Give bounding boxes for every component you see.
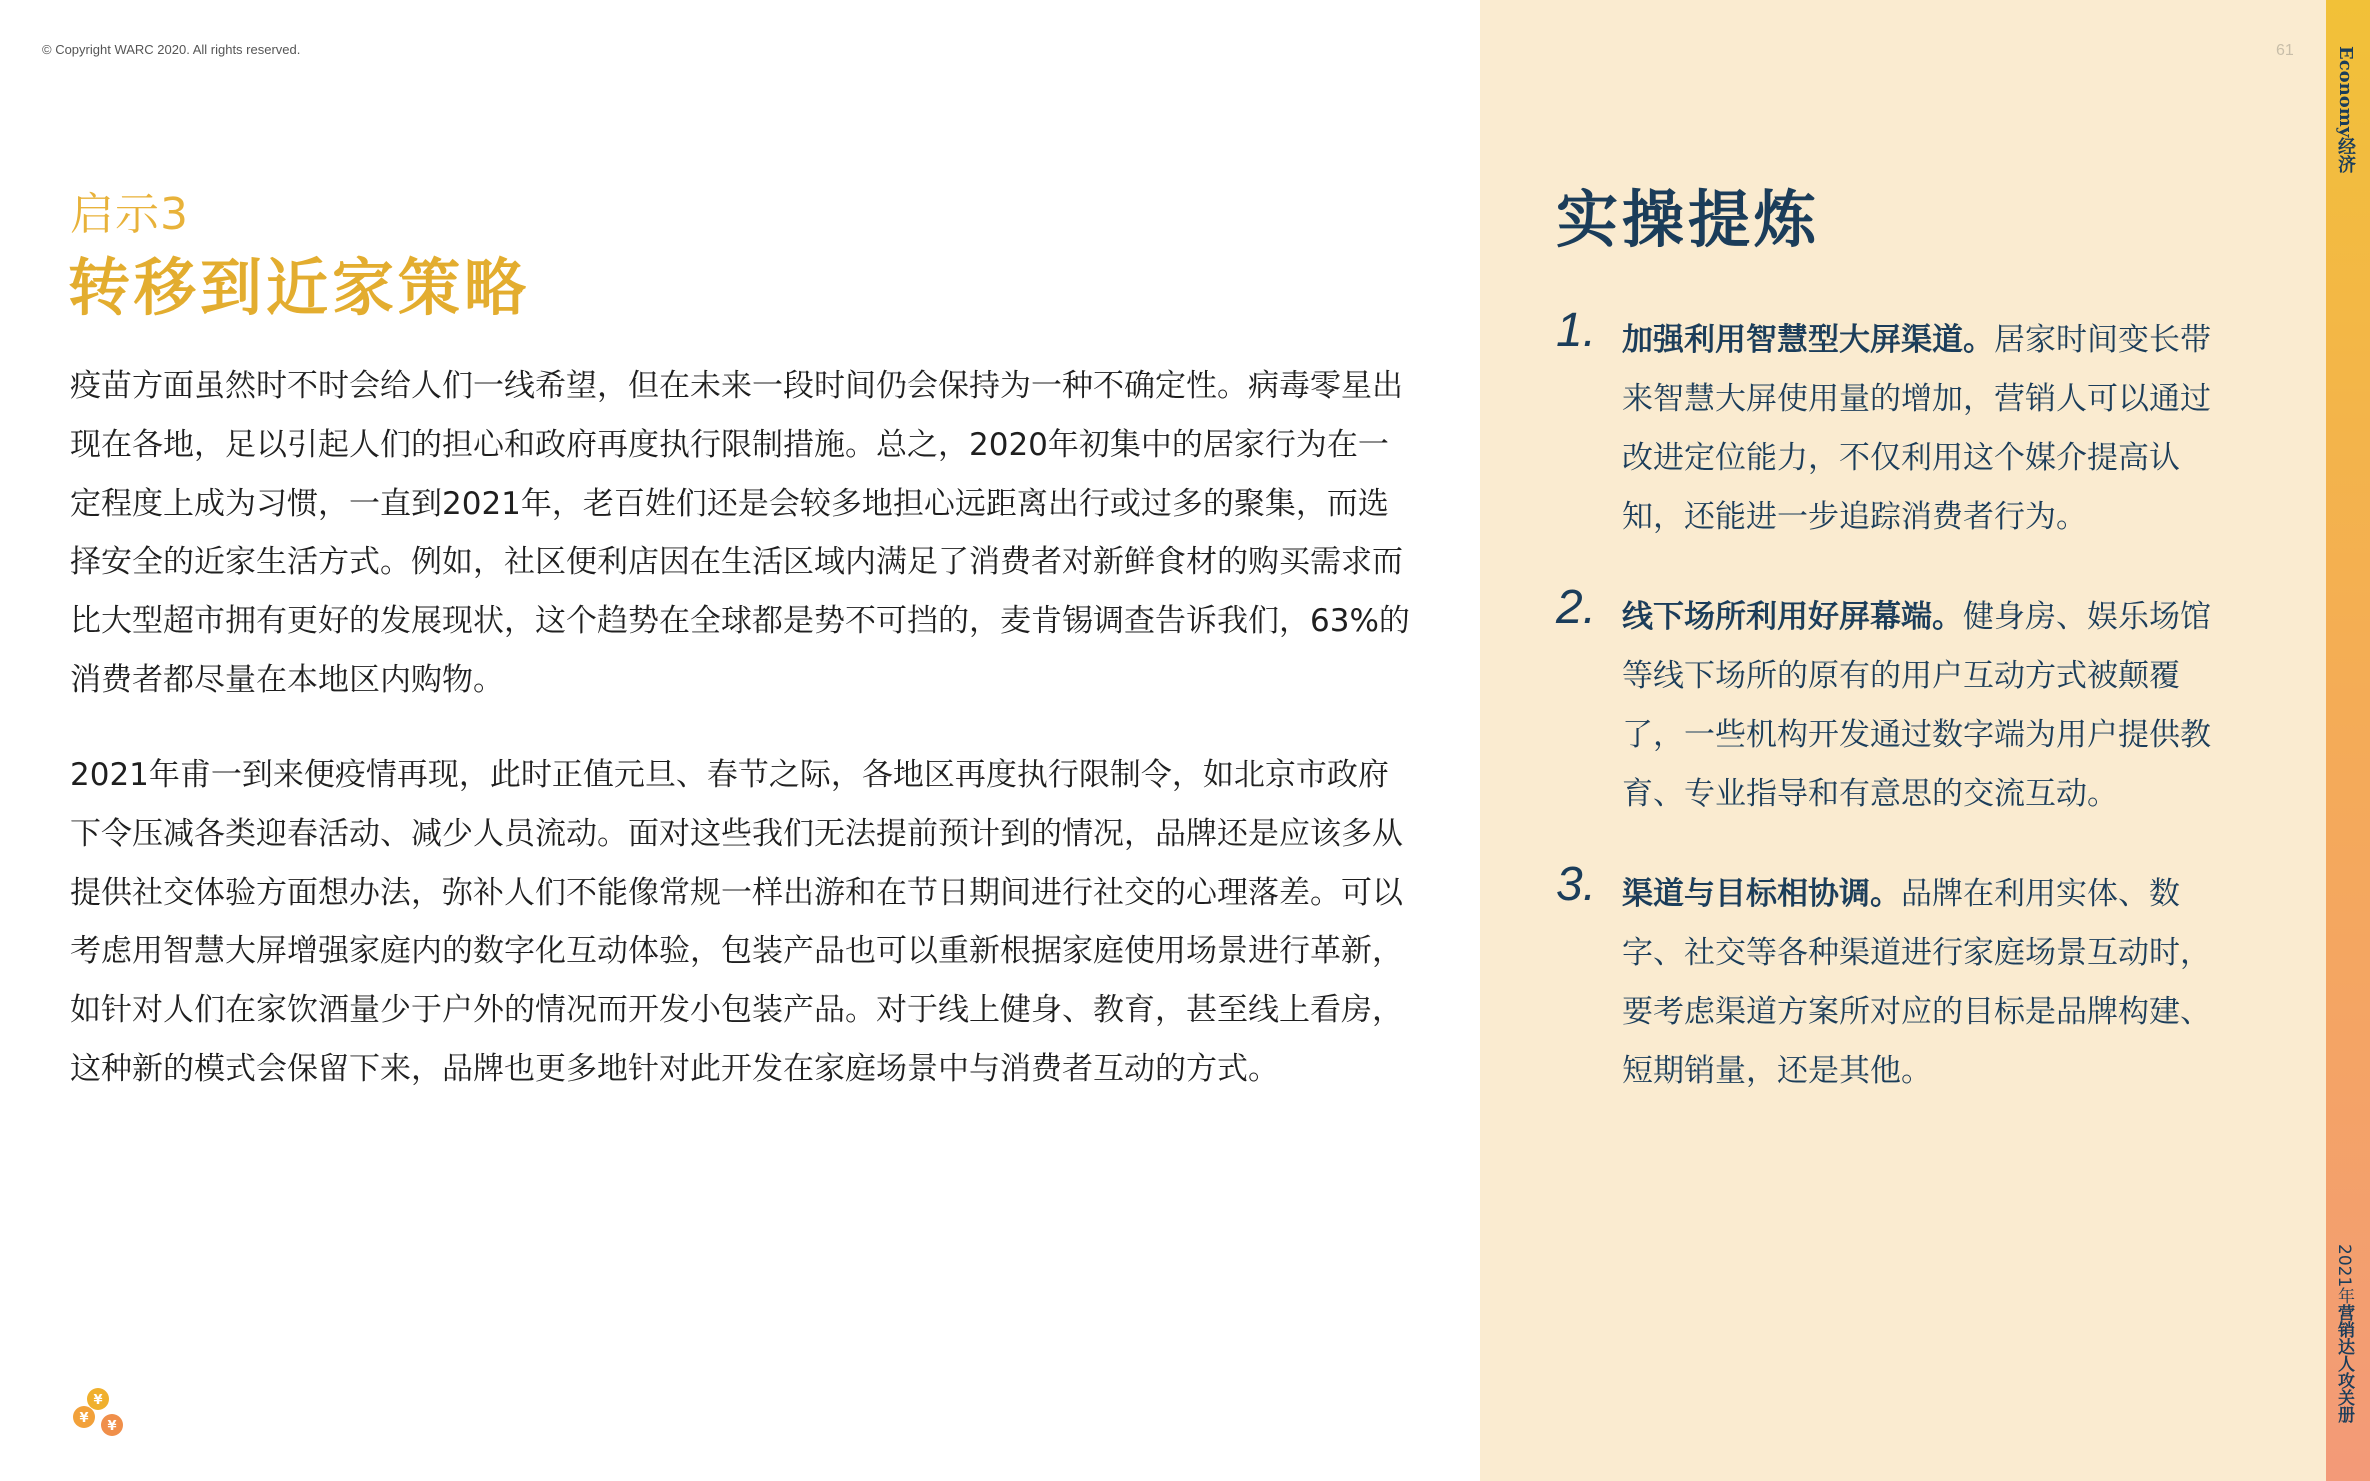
takeaway-body: 居家时间变长带来智慧大屏使用量的增加，营销人可以通过改进定位能力，不仅利用这个媒介提高认知，还能进一步追踪消费者行为。 [1622,322,2211,535]
report-year: 2021年 [2334,1244,2354,1305]
insight-kicker: 启示3 [70,189,189,240]
takeaway-body: 品牌在利用实体、数字、社交等各种渠道进行家庭场景互动时，要考虑渠道方案所对应的目标是品牌构建、短期销量，还是其他。 [1622,876,2211,1089]
takeaway-heading: 渠道与目标相协调。 [1622,876,1901,912]
report-title-vertical [2332,1244,2357,1423]
takeaway-number: 3. [1556,858,1597,911]
takeaway-text [1622,311,2222,547]
body-paragraph: 疫苗方面虽然时不时会给人们一线希望，但在未来一段时间仍会保持为一种不确定性。病毒零星出现在各地，足以引起人们的担心和政府再度执行限制措施。总之，2020年初集中的居家行为在一定程度上成为习惯，一直到2021年，老百姓们还是会较多地担心远距离出行或过多的聚集，而选择安全的近家生活方式。例如，社区便利店因在生活区域内满足了消费者对新鲜食材的购买需求而比大型超市拥有更好的发展现状，这个趋势在全球都是势不可挡的，麦肯锡调查告诉我们，63%的消费者都尽量在本地区内购物。 [70,368,1410,698]
takeaway-text [1622,588,2222,824]
body-paragraph: 2021年甫一到来便疫情再现，此时正值元旦、春节之际，各地区再度执行限制令，如北京市政府下令压减各类迎春活动、减少人员流动。面对这些我们无法提前预计到的情况，品牌还是应该多从提供社交体验方面想办法，弥补人们不能像常规一样出游和在节日期间进行社交的心理落差。可以考虑用智慧大屏增强家庭内的数字化互动体验，包装产品也可以重新根据家庭使用场景进行革新，如针对人们在家饮酒量少于户外的情况而开发小包装产品。对于线上健身、教育，甚至线上看房，这种新的模式会保留下来，品牌也更多地针对此开发在家庭场景中与消费者互动的方式。 [70,757,1403,1087]
section-tab-label: Economy经济 [2335,46,2356,174]
takeaway-number: 1. [1556,304,1597,357]
svg-text:¥: ¥ [93,1393,103,1408]
page-number: 61 [2276,42,2294,59]
yuan-coins-icon [72,1385,132,1445]
takeaway-heading: 线下场所利用好屏幕端。 [1622,599,1963,635]
copyright-notice: © Copyright WARC 2020. All rights reserved. [42,42,301,57]
takeaway-heading: 加强利用智慧型大屏渠道。 [1622,322,1994,358]
takeaway-body: 健身房、娱乐场馆等线下场所的原有的用户互动方式被颠覆了，一些机构开发通过数字端为用户提供教育、专业指导和有意思的交流互动。 [1622,599,2211,812]
svg-text:¥: ¥ [79,1411,89,1426]
report-title: 营销达人攻关册 [2334,1304,2354,1424]
svg-text:¥: ¥ [107,1419,117,1434]
takeaway-text [1622,865,2222,1101]
takeaway-number: 2. [1556,581,1597,634]
insight-headline: 转移到近家策略 [68,251,531,324]
takeaways-title: 实操提炼 [1556,183,1821,256]
